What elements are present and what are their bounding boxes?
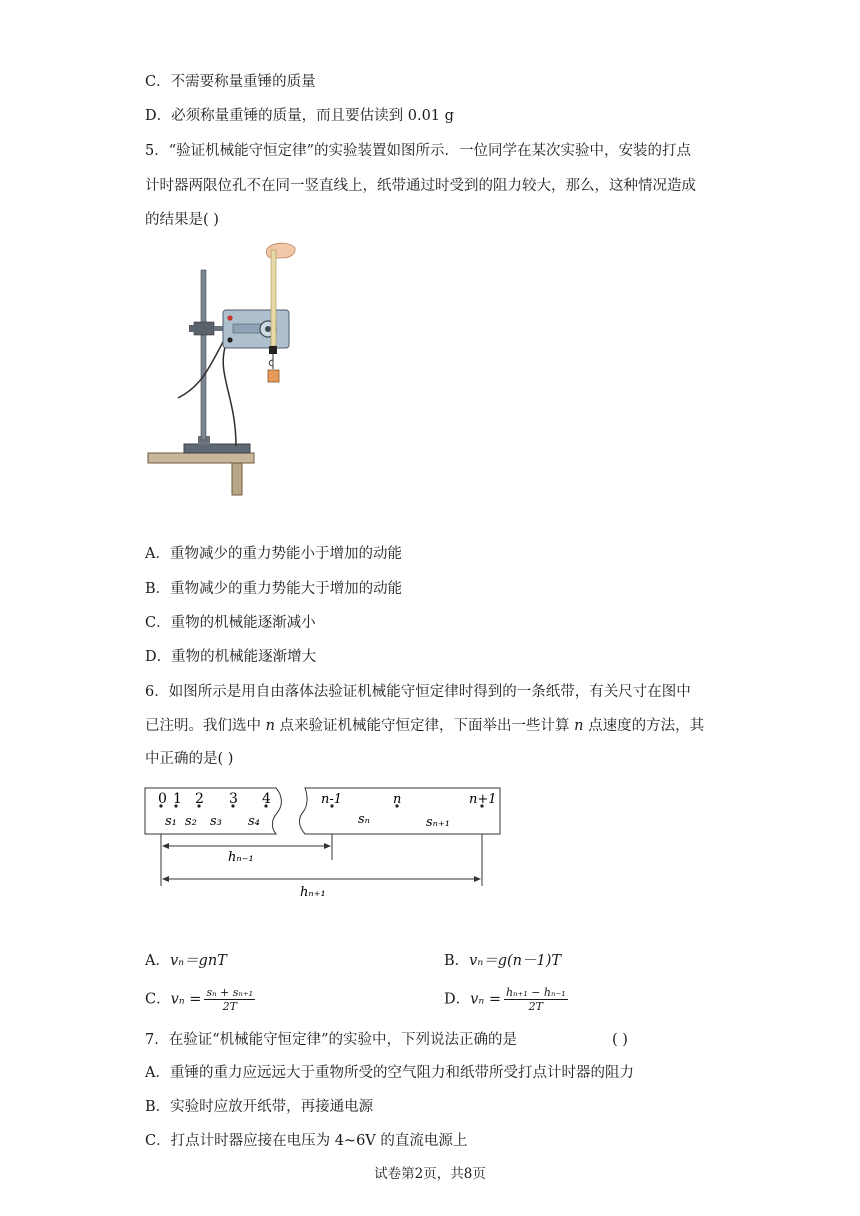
q6-stem-text-b: 点来验证机械能守恒定律，下面举出一些计算 bbox=[274, 718, 575, 734]
q4-option-d: D．必须称量重锤的质量，而且要估读到 0.01 g bbox=[145, 108, 454, 124]
point-label-3: 3 bbox=[229, 791, 238, 807]
q6-option-c-fraction bbox=[204, 986, 255, 1013]
q6-option-d-label: D． bbox=[444, 991, 471, 1008]
q6-stem-var-n-2: n bbox=[574, 718, 584, 734]
q6-option-c-label: C． bbox=[145, 991, 171, 1008]
q6-stem-var-n-1: n bbox=[265, 718, 275, 734]
stand-base bbox=[184, 444, 250, 453]
point-label-4: 4 bbox=[262, 791, 271, 807]
point-label-n-minus-1: n-1 bbox=[321, 792, 343, 807]
q6-option-d-denominator: 2T bbox=[528, 1000, 543, 1013]
point-label-1: 1 bbox=[173, 791, 182, 807]
q7-option-c: C．打点计时器应接在电压为 4~6V 的直流电源上 bbox=[145, 1133, 468, 1149]
hand bbox=[266, 243, 295, 258]
q6-option-c-numerator: sₙ + sₙ₊₁ bbox=[206, 986, 254, 999]
q5-option-a: A．重物减少的重力势能小于增加的动能 bbox=[145, 546, 402, 562]
q7-option-a: A．重锤的重力应远远大于重物所受的空气阻力和纸带所受打点计时器的阻力 bbox=[145, 1065, 634, 1081]
q6-stem-line-3: 中正确的是( ) bbox=[145, 751, 234, 767]
q6-option-a-formula: vₙ＝gnT bbox=[169, 953, 227, 969]
q5-stem-line-3: 的结果是( ) bbox=[145, 212, 219, 228]
point-label-n-plus-1: n+1 bbox=[469, 792, 497, 807]
h-label-n-minus-1: hₙ₋₁ bbox=[228, 850, 254, 865]
heavy-weight bbox=[268, 370, 279, 382]
segment-label-s1: s₁ bbox=[165, 814, 177, 829]
q5-option-d: D．重物的机械能逐渐增大 bbox=[145, 649, 317, 665]
q5-stem-line-2: 计时器两限位孔不在同一竖直线上，纸带通过时受到的阻力较大，那么，这种情况造成 bbox=[145, 178, 696, 194]
paper-tape-figure bbox=[140, 782, 520, 904]
q6-option-c-denominator: 2T bbox=[222, 1000, 237, 1013]
point-label-2: 2 bbox=[195, 791, 204, 807]
point-label-0: 0 bbox=[158, 791, 167, 807]
segment-label-sn-plus-1: sₙ₊₁ bbox=[426, 815, 451, 830]
q6-stem-text-c: 点速度的方法，其 bbox=[583, 718, 705, 734]
q6-option-b-formula: vₙ＝g(n－1)T bbox=[469, 953, 562, 969]
q5-option-b: B．重物减少的重力势能大于增加的动能 bbox=[145, 581, 403, 597]
q6-option-c bbox=[145, 986, 255, 1013]
segment-label-s3: s₃ bbox=[210, 814, 222, 829]
page-footer: 试卷第2页，共8页 bbox=[374, 1166, 486, 1182]
point-label-n: n bbox=[393, 792, 402, 807]
q7-stem-line-1: 7．在验证“机械能守恒定律”的实验中，下列说法正确的是 bbox=[145, 1032, 518, 1048]
q6-option-d-numerator: hₙ₊₁ − hₙ₋₁ bbox=[505, 986, 566, 999]
q6-stem-line-2 bbox=[145, 716, 704, 736]
stand-rod bbox=[201, 270, 206, 440]
q6-option-b bbox=[444, 951, 561, 971]
q6-option-d bbox=[444, 986, 568, 1013]
q6-stem-text-a: 已注明。我们选中 bbox=[145, 718, 266, 734]
segment-label-s2: s₂ bbox=[185, 814, 197, 829]
q6-option-b-label: B． bbox=[444, 953, 470, 969]
table-leg bbox=[232, 463, 242, 495]
clamp bbox=[194, 322, 214, 335]
table-top bbox=[148, 453, 254, 463]
q6-option-d-lhs: vₙ = bbox=[470, 991, 501, 1008]
q5-stem-line-1: 5．“验证机械能守恒定律”的实验装置如图所示．一位同学在某次实验中，安装的打点 bbox=[145, 143, 692, 159]
segment-label-sn: sₙ bbox=[358, 812, 370, 827]
q7-answer-paren: ( ) bbox=[612, 1032, 628, 1048]
paper-tape bbox=[271, 250, 276, 346]
apparatus-figure bbox=[140, 236, 300, 498]
q6-option-a bbox=[145, 951, 227, 971]
segment-label-s4: s₄ bbox=[248, 814, 260, 829]
q5-option-c: C．重物的机械能逐渐减小 bbox=[145, 615, 316, 631]
q6-stem-line-1: 6．如图所示是用自由落体法验证机械能守恒定律时得到的一条纸带，有关尺寸在图中 bbox=[145, 684, 691, 700]
h-label-n-plus-1: hₙ₊₁ bbox=[300, 885, 326, 900]
q6-option-a-label: A． bbox=[145, 953, 170, 969]
q4-option-c: C．不需要称量重锤的质量 bbox=[145, 74, 316, 90]
hook bbox=[269, 360, 273, 366]
q7-option-b: B．实验时应放开纸带，再接通电源 bbox=[145, 1099, 374, 1115]
q6-option-c-lhs: vₙ = bbox=[170, 991, 202, 1008]
q6-option-d-fraction bbox=[504, 986, 568, 1013]
